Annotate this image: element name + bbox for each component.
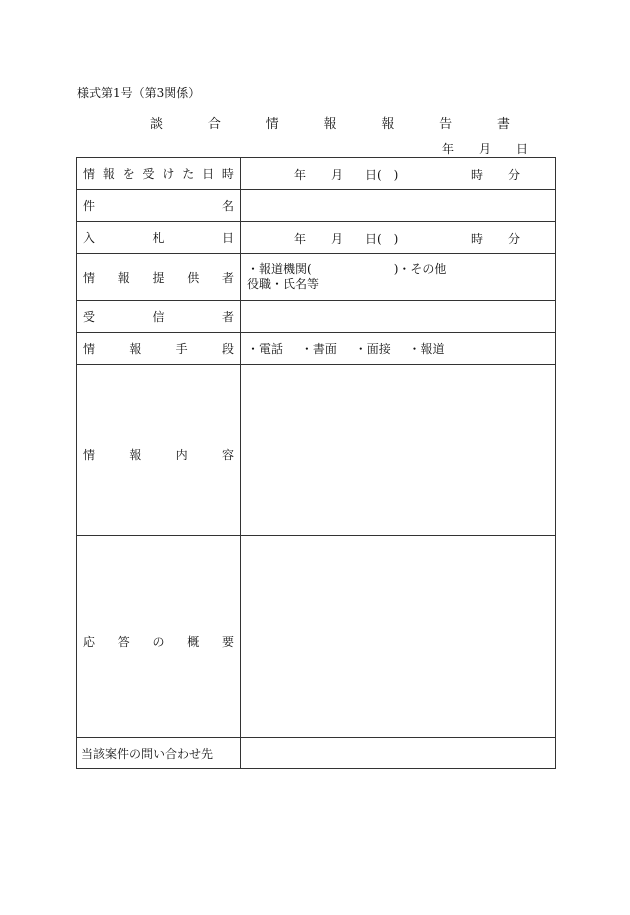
label-char: 日 xyxy=(221,231,234,245)
field-means[interactable] xyxy=(241,333,556,365)
label-char: 報 xyxy=(129,342,142,356)
label-char: 名 xyxy=(221,199,234,213)
label-provider xyxy=(77,254,241,301)
title-char: 情 xyxy=(265,117,279,132)
provider-press-option: ・報道機関( xyxy=(247,262,312,276)
label-char: 段 xyxy=(221,342,234,356)
label-char: 日 xyxy=(202,167,215,181)
label-received-datetime xyxy=(77,158,241,190)
provider-other-option: )・その他 xyxy=(393,262,447,276)
form-number: 様式第1号（第3関係） xyxy=(77,86,201,100)
row-case-name xyxy=(77,190,556,222)
title-char: 告 xyxy=(439,117,453,132)
label-char: 情 xyxy=(83,167,96,181)
report-form-table xyxy=(76,157,556,769)
label-contact: 当該案件の問い合わせ先 xyxy=(77,738,241,769)
label-char: 提 xyxy=(152,270,165,285)
label-char: 情 xyxy=(83,342,96,356)
date-month: 月 xyxy=(478,142,491,156)
label-char: 札 xyxy=(152,231,165,245)
title-char: 談 xyxy=(150,117,164,132)
label-char: 答 xyxy=(117,634,130,649)
field-content[interactable] xyxy=(241,365,556,536)
title-char: 合 xyxy=(207,117,221,132)
label-char: 時 xyxy=(221,167,234,181)
means-option-document[interactable]: ・書面 xyxy=(300,342,337,356)
label-char: 者 xyxy=(221,270,234,285)
field-recipient[interactable] xyxy=(241,301,556,333)
row-contact xyxy=(77,738,556,769)
label-response xyxy=(77,536,241,738)
field-provider[interactable] xyxy=(241,254,556,301)
means-option-phone[interactable]: ・電話 xyxy=(247,342,284,356)
field-received-datetime[interactable] xyxy=(241,158,556,190)
date-year: 年 xyxy=(442,142,455,156)
row-bid-date xyxy=(77,222,556,254)
field-contact[interactable] xyxy=(241,738,556,769)
label-char: 概 xyxy=(187,634,200,649)
label-char: を xyxy=(122,167,135,181)
label-case-name xyxy=(77,190,241,222)
label-char: 応 xyxy=(83,634,96,649)
title-char: 書 xyxy=(496,117,510,132)
label-char: 受 xyxy=(83,310,96,324)
label-char: 供 xyxy=(187,270,200,285)
row-received-datetime xyxy=(77,158,556,190)
unit-hour: 時 xyxy=(471,168,484,182)
unit-minute: 分 xyxy=(508,232,521,246)
label-char: 容 xyxy=(221,448,234,462)
label-char: 受 xyxy=(142,167,155,181)
means-option-interview[interactable]: ・面接 xyxy=(354,342,391,356)
row-recipient xyxy=(77,301,556,333)
label-char: た xyxy=(182,167,195,181)
field-case-name[interactable] xyxy=(241,190,556,222)
title-char: 報 xyxy=(381,117,395,132)
unit-month: 月 xyxy=(331,232,344,246)
row-content xyxy=(77,365,556,536)
field-bid-date[interactable] xyxy=(241,222,556,254)
label-char: け xyxy=(162,167,175,181)
unit-minute: 分 xyxy=(508,168,521,182)
label-char: 要 xyxy=(221,634,234,649)
row-response xyxy=(77,536,556,738)
label-char: 入 xyxy=(83,231,96,245)
label-bid-date xyxy=(77,222,241,254)
row-means xyxy=(77,333,556,365)
means-option-press[interactable]: ・報道 xyxy=(408,342,445,356)
label-char: 者 xyxy=(221,310,234,324)
unit-month: 月 xyxy=(331,168,344,182)
field-response[interactable] xyxy=(241,536,556,738)
report-date xyxy=(442,140,528,157)
label-recipient xyxy=(77,301,241,333)
label-char: 報 xyxy=(102,167,115,181)
label-char: の xyxy=(152,634,165,649)
label-char: 件 xyxy=(83,199,96,213)
label-char: 手 xyxy=(175,342,188,356)
label-means xyxy=(77,333,241,365)
unit-day: 日( ) xyxy=(365,168,399,182)
unit-year: 年 xyxy=(294,232,307,246)
label-char: 情 xyxy=(83,448,96,462)
label-char: 信 xyxy=(152,310,165,324)
title-char: 報 xyxy=(323,117,337,132)
document-title xyxy=(150,113,510,132)
label-char: 内 xyxy=(175,448,188,462)
date-day: 日 xyxy=(515,142,528,156)
row-provider xyxy=(77,254,556,301)
label-content xyxy=(77,365,241,536)
unit-year: 年 xyxy=(294,168,307,182)
provider-name-title: 役職・氏名等 xyxy=(247,277,320,291)
label-char: 報 xyxy=(129,448,142,462)
unit-hour: 時 xyxy=(471,232,484,246)
label-char: 情 xyxy=(83,270,96,285)
unit-day: 日( ) xyxy=(365,232,399,246)
label-char: 報 xyxy=(117,270,130,285)
